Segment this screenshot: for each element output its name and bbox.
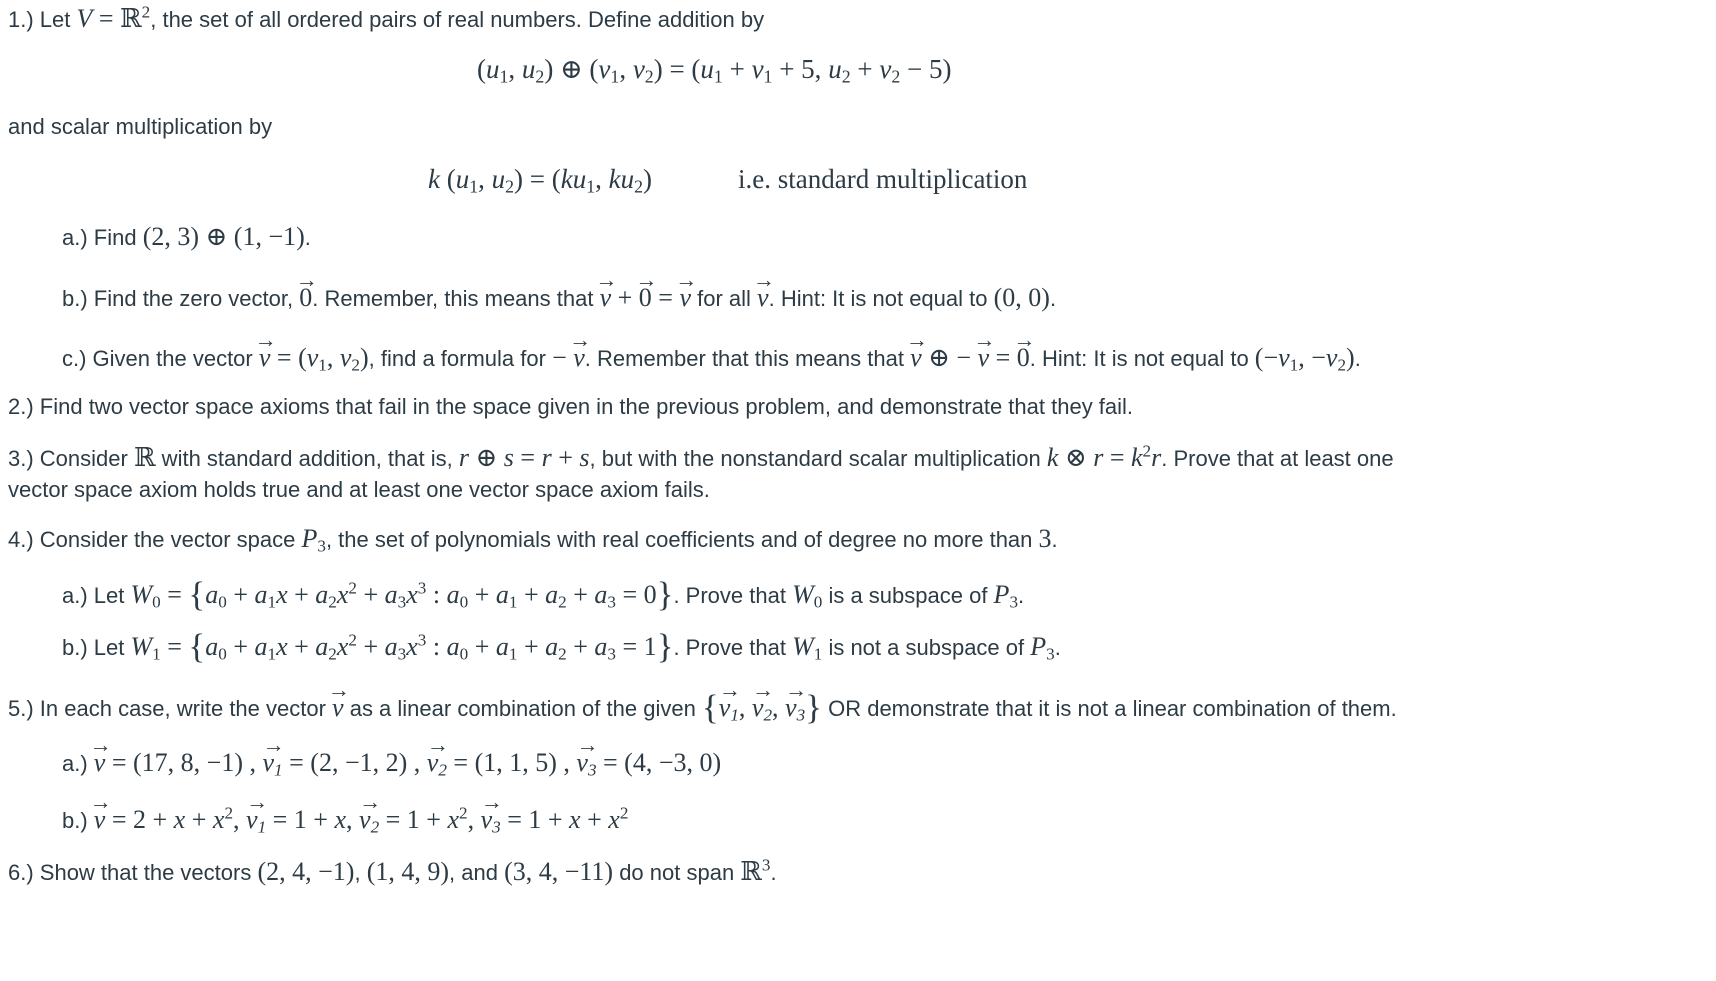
problem-3-line2: vector space axiom holds true and at least one vector space axiom fails. <box>8 477 710 502</box>
and-scalar-text: and scalar multiplication by <box>8 114 273 139</box>
standard-multiplication-note: i.e. standard multiplication <box>738 164 1028 194</box>
scalar-definition: k ($u_1$, $u_2) = (ku_1$, $ku_2$) <box>428 164 653 197</box>
problem-2: 2.) Find two vector space axioms that fail in the space given in the previous problem, and demonstrate that they fail. <box>8 394 1134 419</box>
problem-5b: $b.) \to v = 2 + x + x^2$, → $v_1 = 1 + x$, → $v_2 = 1 + x^2$, → $v_3 = 1 + x + x^2$ <box>62 805 628 835</box>
problem-5: 5.) In each case, write the vector → v as a linear combination of the given {→ $v_1$, → $v_2$, → $v_3$} OR demonstrate that it is not a linear combination of them. <box>8 688 1397 728</box>
problem-4: 4.) Consider the vector space $P_3$, the set of polynomials with real coefficients and of degree no more than 3. <box>8 524 1058 556</box>
problem-6: 6.) Show that the vectors (2, 4, −1), (1, 4, 9), and (3, 4, −11) do not span ℝ$^3$. <box>8 855 777 887</box>
math-v-equals-r2: V = ℝ$^2$ <box>76 2 151 34</box>
addition-definition: ($u_1$, $u_2$) ⊕ ($v_1$, $v_2) = (u_1 + v_1 + 5$, $u_2 + v_2 - 5$) <box>477 54 952 87</box>
problem-4b: b.) Let $W_1 = \{a_0 + a_1x + a_2x^2 + a_3x^3$ : $a_0 + a_1 + a_2 + a_3 = 1$}. Prove that $W_1$ is not a subspace of $P_3$. <box>62 627 1061 666</box>
problem-3-line1: 3.) Consider ℝ with standard addition, that is, r ⊕ s = r + s, but with the nonstandard scalar multiplication k ⊗ $r = k^2r$. Prove that at least one <box>8 441 1394 473</box>
problem-1-intro: 1.) Let V = ℝ$^2$, the set of all ordered pairs of real numbers. Define addition by <box>8 2 765 34</box>
problem-1b: b.) Find the zero vector, → 0. Remember, this means that → v + → 0 = → v for all → v. Hint: It is not equal to (0, 0). <box>62 283 1056 313</box>
problem-4a: a.) Let $W_0 = \{a_0 + a_1x + a_2x^2 + a_3x^3$ : $a_0 + a_1 + a_2 + a_3 = 0$}. Prove that $W_0$ is a subspace of $P_3$. <box>62 575 1025 614</box>
problem-1a: a.) Find (2, 3) ⊕ (1, −1). <box>62 222 311 251</box>
problem-1c: c.) Given the vector → $v = (v_1$, $v_2$), find a formula for − → v. Remember that this means that → v ⊕ − → v = → 0. Hint: It is not equal to ($-v_1$, $-v_2$). <box>62 343 1361 373</box>
problem-5a: a.) → v = (17, 8, −1) , → $v_1 = (2$, −1, 2) , → $v_2 = (1$, 1, 5) , → $v_3 = (4$, −3, 0) <box>62 748 721 778</box>
